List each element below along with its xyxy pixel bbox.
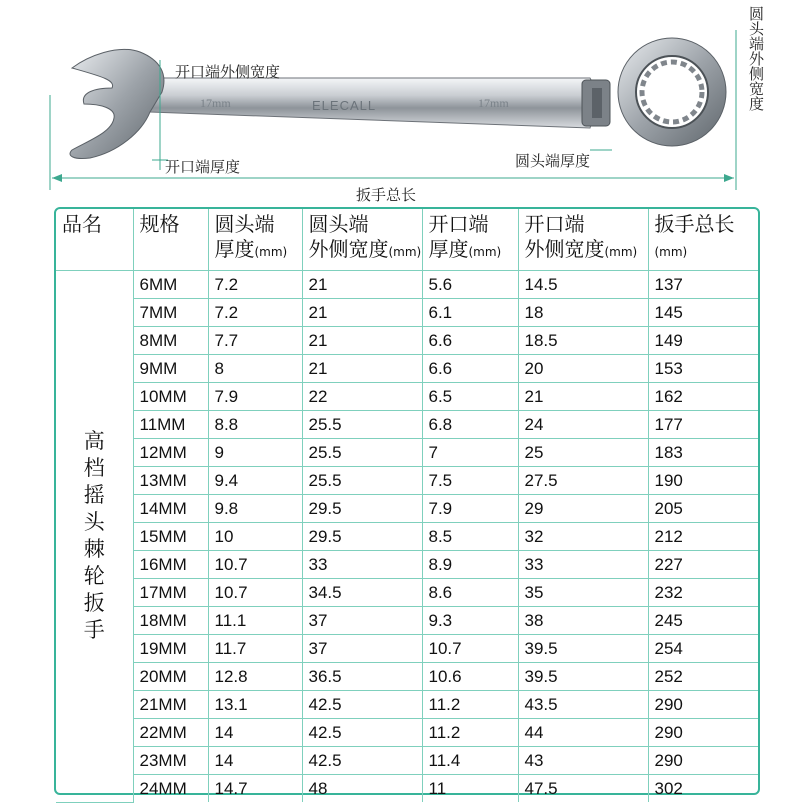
table-cell: 7.2 bbox=[208, 299, 302, 327]
table-cell: 183 bbox=[648, 439, 758, 467]
table-cell: 7.7 bbox=[208, 327, 302, 355]
table-cell: 302 bbox=[648, 775, 758, 803]
table-cell: 37 bbox=[302, 607, 422, 635]
column-header-line: 厚度(mm) bbox=[428, 237, 502, 261]
table-cell: 22MM bbox=[133, 719, 208, 747]
table-row bbox=[56, 719, 758, 747]
table-row bbox=[56, 607, 758, 635]
table-cell: 34.5 bbox=[302, 579, 422, 607]
product-name-cell bbox=[56, 271, 133, 803]
table-cell: 290 bbox=[648, 747, 758, 775]
table-cell: 24 bbox=[518, 411, 648, 439]
table-cell: 42.5 bbox=[302, 719, 422, 747]
table-cell: 13MM bbox=[133, 467, 208, 495]
table-cell: 18 bbox=[518, 299, 648, 327]
product-name-char: 档 bbox=[83, 456, 105, 481]
table-cell: 38 bbox=[518, 607, 648, 635]
product-name-char: 棘 bbox=[83, 537, 105, 562]
table-row bbox=[56, 299, 758, 327]
table-cell: 14 bbox=[208, 747, 302, 775]
table-cell: 7.9 bbox=[422, 495, 518, 523]
label-round-outer-width: 圆头端外侧宽度 bbox=[747, 6, 765, 111]
table-cell: 29 bbox=[518, 495, 648, 523]
table-cell: 33 bbox=[518, 551, 648, 579]
table-cell: 190 bbox=[648, 467, 758, 495]
table-cell: 14.5 bbox=[518, 271, 648, 299]
table-cell: 252 bbox=[648, 663, 758, 691]
table-cell: 11.4 bbox=[422, 747, 518, 775]
column-header-line: 扳手总长 bbox=[654, 212, 735, 236]
table-cell: 37 bbox=[302, 635, 422, 663]
product-name-char: 轮 bbox=[83, 564, 105, 589]
table-cell: 290 bbox=[648, 719, 758, 747]
table-row bbox=[56, 495, 758, 523]
wrench-size-mark-left: 17mm bbox=[200, 96, 231, 110]
label-total-length: 扳手总长 bbox=[356, 186, 417, 204]
table-cell: 33 bbox=[302, 551, 422, 579]
table-cell: 16MM bbox=[133, 551, 208, 579]
label-open-outer-width: 开口端外侧宽度 bbox=[175, 63, 281, 81]
table-cell: 48 bbox=[302, 775, 422, 803]
table-row bbox=[56, 523, 758, 551]
table-cell: 10.6 bbox=[422, 663, 518, 691]
column-header-line: 开口端 bbox=[428, 212, 489, 236]
wrench-illustration bbox=[0, 0, 800, 205]
table-cell: 29.5 bbox=[302, 495, 422, 523]
table-cell: 12MM bbox=[133, 439, 208, 467]
table-cell: 24MM bbox=[133, 775, 208, 803]
table-cell: 6.6 bbox=[422, 355, 518, 383]
table-cell: 245 bbox=[648, 607, 758, 635]
table-cell: 44 bbox=[518, 719, 648, 747]
wrench-size-mark-right: 17mm bbox=[478, 96, 509, 110]
spec-table bbox=[54, 207, 760, 798]
spec-table-grid bbox=[56, 209, 758, 803]
table-cell: 20MM bbox=[133, 663, 208, 691]
table-cell: 10 bbox=[208, 523, 302, 551]
table-cell: 11 bbox=[422, 775, 518, 803]
wrench-diagram bbox=[0, 0, 800, 205]
table-cell: 8.8 bbox=[208, 411, 302, 439]
table-cell: 17MM bbox=[133, 579, 208, 607]
table-cell: 5.6 bbox=[422, 271, 518, 299]
table-row bbox=[56, 663, 758, 691]
label-open-thickness: 开口端厚度 bbox=[165, 158, 241, 176]
column-header-line: 外侧宽度(mm) bbox=[308, 237, 422, 261]
table-cell: 6.8 bbox=[422, 411, 518, 439]
table-cell: 42.5 bbox=[302, 747, 422, 775]
table-cell: 35 bbox=[518, 579, 648, 607]
table-row bbox=[56, 439, 758, 467]
column-header-line: 厚度(mm) bbox=[214, 237, 288, 261]
table-cell: 14MM bbox=[133, 495, 208, 523]
table-cell: 6.5 bbox=[422, 383, 518, 411]
table-cell: 21 bbox=[518, 383, 648, 411]
table-cell: 11MM bbox=[133, 411, 208, 439]
table-cell: 8 bbox=[208, 355, 302, 383]
table-cell: 145 bbox=[648, 299, 758, 327]
column-header bbox=[208, 209, 302, 271]
table-cell: 25.5 bbox=[302, 411, 422, 439]
table-cell: 10.7 bbox=[208, 579, 302, 607]
table-cell: 205 bbox=[648, 495, 758, 523]
table-cell: 14 bbox=[208, 719, 302, 747]
table-cell: 8.6 bbox=[422, 579, 518, 607]
column-header-line: 圆头端 bbox=[214, 212, 275, 236]
table-cell: 162 bbox=[648, 383, 758, 411]
table-cell: 42.5 bbox=[302, 691, 422, 719]
label-round-thickness: 圆头端厚度 bbox=[515, 152, 591, 170]
table-cell: 21 bbox=[302, 327, 422, 355]
table-cell: 36.5 bbox=[302, 663, 422, 691]
table-cell: 18MM bbox=[133, 607, 208, 635]
table-cell: 19MM bbox=[133, 635, 208, 663]
table-cell: 11.1 bbox=[208, 607, 302, 635]
table-cell: 11.2 bbox=[422, 719, 518, 747]
table-cell: 6.6 bbox=[422, 327, 518, 355]
table-cell: 7.5 bbox=[422, 467, 518, 495]
table-cell: 15MM bbox=[133, 523, 208, 551]
table-cell: 47.5 bbox=[518, 775, 648, 803]
product-name-char: 手 bbox=[83, 618, 105, 643]
table-cell: 137 bbox=[648, 271, 758, 299]
table-cell: 8MM bbox=[133, 327, 208, 355]
table-cell: 9.4 bbox=[208, 467, 302, 495]
table-cell: 7.9 bbox=[208, 383, 302, 411]
column-header bbox=[648, 209, 758, 271]
product-name-char: 头 bbox=[83, 510, 105, 535]
column-header bbox=[422, 209, 518, 271]
table-cell: 25.5 bbox=[302, 467, 422, 495]
table-cell: 9.8 bbox=[208, 495, 302, 523]
column-header-unit: (mm) bbox=[654, 245, 688, 259]
table-cell: 29.5 bbox=[302, 523, 422, 551]
column-header-line: 开口端 bbox=[524, 212, 585, 236]
table-cell: 9.3 bbox=[422, 607, 518, 635]
table-cell: 13.1 bbox=[208, 691, 302, 719]
table-cell: 6MM bbox=[133, 271, 208, 299]
table-row bbox=[56, 467, 758, 495]
table-cell: 14.7 bbox=[208, 775, 302, 803]
column-header bbox=[56, 209, 133, 271]
table-cell: 8.9 bbox=[422, 551, 518, 579]
product-name-char: 高 bbox=[83, 429, 105, 454]
wrench-brand: ELECALL bbox=[312, 98, 377, 113]
table-cell: 21 bbox=[302, 271, 422, 299]
table-row bbox=[56, 579, 758, 607]
column-header bbox=[133, 209, 208, 271]
table-cell: 11.7 bbox=[208, 635, 302, 663]
column-header-line: 品名 bbox=[62, 212, 102, 236]
table-cell: 43 bbox=[518, 747, 648, 775]
table-cell: 9 bbox=[208, 439, 302, 467]
table-cell: 254 bbox=[648, 635, 758, 663]
product-name-char: 扳 bbox=[83, 591, 105, 616]
table-cell: 12.8 bbox=[208, 663, 302, 691]
table-cell: 20 bbox=[518, 355, 648, 383]
table-cell: 21MM bbox=[133, 691, 208, 719]
column-header-unit: (mm) bbox=[254, 245, 288, 259]
table-cell: 27.5 bbox=[518, 467, 648, 495]
table-row bbox=[56, 551, 758, 579]
table-cell: 25 bbox=[518, 439, 648, 467]
table-cell: 290 bbox=[648, 691, 758, 719]
product-name-char: 摇 bbox=[83, 483, 105, 508]
table-cell: 43.5 bbox=[518, 691, 648, 719]
table-row bbox=[56, 327, 758, 355]
table-cell: 22 bbox=[302, 383, 422, 411]
table-cell: 227 bbox=[648, 551, 758, 579]
column-header bbox=[302, 209, 422, 271]
table-row bbox=[56, 635, 758, 663]
table-row bbox=[56, 411, 758, 439]
table-cell: 10.7 bbox=[422, 635, 518, 663]
table-cell: 177 bbox=[648, 411, 758, 439]
table-cell: 10MM bbox=[133, 383, 208, 411]
column-header-line: 规格 bbox=[139, 212, 180, 236]
table-cell: 39.5 bbox=[518, 663, 648, 691]
table-cell: 153 bbox=[648, 355, 758, 383]
table-cell: 232 bbox=[648, 579, 758, 607]
table-cell: 21 bbox=[302, 355, 422, 383]
table-row bbox=[56, 383, 758, 411]
table-row bbox=[56, 775, 758, 803]
table-row bbox=[56, 747, 758, 775]
table-cell: 10.7 bbox=[208, 551, 302, 579]
column-header-unit: (mm) bbox=[604, 245, 638, 259]
table-cell: 8.5 bbox=[422, 523, 518, 551]
table-cell: 6.1 bbox=[422, 299, 518, 327]
table-row bbox=[56, 271, 758, 299]
table-cell: 149 bbox=[648, 327, 758, 355]
table-cell: 23MM bbox=[133, 747, 208, 775]
column-header-line bbox=[655, 237, 759, 265]
column-header bbox=[518, 209, 648, 271]
column-header-unit: (mm) bbox=[388, 245, 422, 259]
table-cell: 11.2 bbox=[422, 691, 518, 719]
table-cell: 21 bbox=[302, 299, 422, 327]
table-cell: 7MM bbox=[133, 299, 208, 327]
table-cell: 25.5 bbox=[302, 439, 422, 467]
table-cell: 7 bbox=[422, 439, 518, 467]
table-cell: 39.5 bbox=[518, 635, 648, 663]
column-header-unit: (mm) bbox=[468, 245, 502, 259]
table-cell: 18.5 bbox=[518, 327, 648, 355]
table-cell: 9MM bbox=[133, 355, 208, 383]
table-cell: 7.2 bbox=[208, 271, 302, 299]
table-cell: 32 bbox=[518, 523, 648, 551]
column-header-line: 外侧宽度(mm) bbox=[524, 237, 638, 261]
table-cell: 212 bbox=[648, 523, 758, 551]
column-header-line: 圆头端 bbox=[308, 212, 369, 236]
table-row bbox=[56, 355, 758, 383]
table-header-row bbox=[56, 209, 758, 271]
table-row bbox=[56, 691, 758, 719]
